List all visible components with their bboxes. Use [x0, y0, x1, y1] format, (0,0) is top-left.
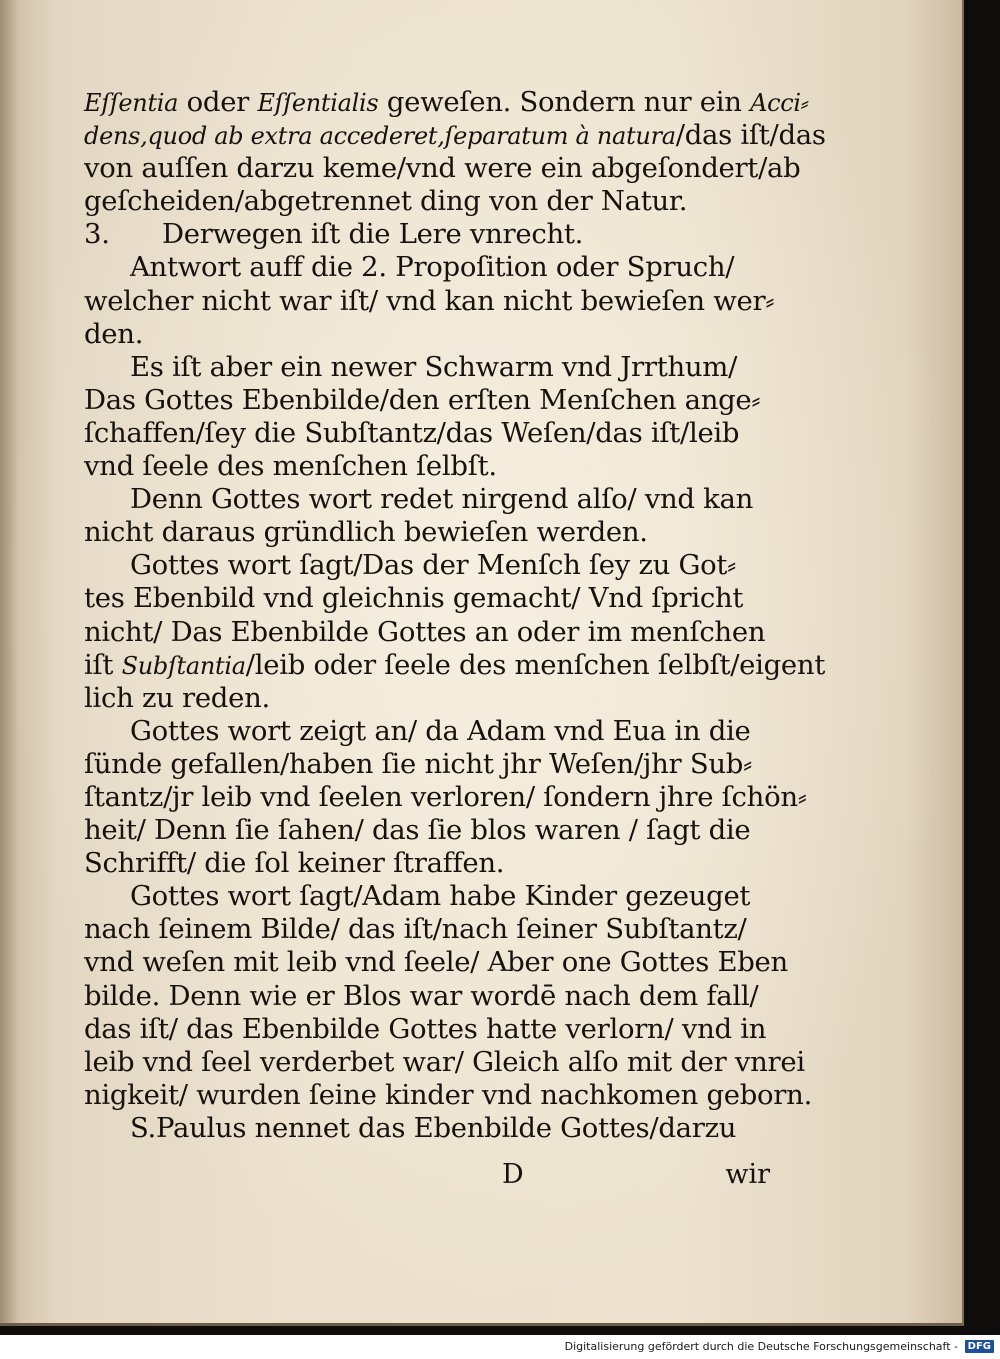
text-line: [84, 318, 774, 351]
dfg-logo[interactable]: DFG: [965, 1340, 994, 1353]
text-line: [84, 582, 774, 615]
text-line: [84, 251, 774, 284]
text-line: [84, 946, 788, 979]
text-segment: lich zu reden.: [84, 681, 270, 714]
text-line: [84, 648, 826, 682]
text-segment: /leib oder ſeele des menſchen ſelbſt/eigent: [245, 648, 826, 681]
text-segment: ſtantz/jr leib vnd ſeelen verloren/ ſondern jhre ſchön⸗: [84, 780, 807, 813]
text-line: [84, 417, 774, 450]
text-segment: bilde. Denn wie er Blos war wordē nach dem fall/: [84, 979, 759, 1012]
text-line: [84, 913, 774, 946]
text-segment: ſünde gefallen/haben ſie nicht jhr Weſen/jhr Sub⸗: [84, 747, 752, 780]
text-line: [84, 1112, 774, 1145]
text-line: [84, 880, 774, 913]
text-line: [84, 86, 809, 119]
text-line: [84, 152, 801, 185]
line-number-marker: 3.: [84, 218, 110, 251]
text-segment: Es iſt aber ein newer Schwarm vnd Jrrthum/: [130, 350, 738, 383]
text-segment: welcher nicht war iſt/ vnd kan nicht bewieſen wer⸗: [84, 284, 775, 317]
text-segment: Das Gottes Ebenbilde/den erſten Menſchen ange⸗: [84, 383, 761, 416]
text-segment: /das iſt/das: [675, 119, 826, 152]
text-line: [84, 780, 807, 814]
latin-italic-segment: Eſſentialis: [257, 89, 379, 117]
page-footer: [84, 1158, 774, 1192]
text-segment: Gottes wort ſagt/Das der Menſch ſey zu Got⸗: [130, 549, 737, 582]
text-segment: iſt: [84, 648, 122, 681]
text-line: [84, 748, 774, 781]
text-segment: Gottes wort ſagt/Adam habe Kinder gezeuget: [130, 880, 751, 913]
text-line: [84, 1013, 774, 1046]
text-segment: nach ſeinem Bilde/ das iſt/nach ſeiner Subſtantz/: [84, 913, 747, 946]
text-segment: Antwort auff die 2. Propoſition oder Spruch/: [130, 251, 735, 284]
funding-bar: [0, 1335, 1000, 1359]
text-line: [84, 450, 774, 483]
text-segment: das iſt/ das Ebenbilde Gottes hatte verlorn/ vnd in: [84, 1012, 767, 1045]
latin-italic-segment: Subſtantia: [121, 651, 246, 680]
text-segment: geweſen. Sondern nur ein: [378, 86, 751, 118]
text-line: [84, 384, 774, 417]
text-segment: leib vnd ſeel verderbet war/ Gleich alſo mit der vnrei: [84, 1045, 805, 1078]
text-line: [84, 1045, 805, 1079]
text-segment: oder: [178, 86, 258, 118]
text-line: [84, 119, 826, 152]
text-segment: vnd weſen mit leib vnd ſeele/ Aber one Gottes Eben: [84, 946, 788, 979]
text-line-content: [162, 218, 583, 250]
text-segment: von auſſen darzu keme/vnd were ein abgeſondert/ab: [84, 152, 801, 185]
catchword: wir: [725, 1159, 770, 1190]
text-segment: den.: [84, 317, 144, 350]
text-segment: vnd ſeele des menſchen ſelbſt.: [84, 450, 497, 483]
text-segment: ſchaffen/ſey die Subſtantz/das Weſen/das iſt/leib: [84, 416, 740, 449]
text-line: [84, 980, 774, 1013]
text-line: [84, 516, 774, 549]
text-segment: tes Ebenbild vnd gleichnis gemacht/ Vnd ſpricht: [84, 582, 744, 615]
text-segment: nicht/ Das Ebenbilde Gottes an oder im menſchen: [84, 615, 766, 648]
text-segment: Denn Gottes wort redet nirgend alſo/ vnd kan: [130, 483, 754, 516]
latin-italic-segment: Acci⸗: [750, 89, 809, 117]
signature-mark: D: [502, 1159, 524, 1190]
text-segment: Schrifft/ die ſol keiner ſtraffen.: [84, 847, 505, 880]
text-line: [84, 814, 774, 847]
text-line: [84, 847, 774, 880]
text-segment: Derwegen iſt die Lere vnrecht.: [162, 218, 584, 251]
text-line: [84, 483, 774, 516]
latin-italic-segment: dens,quod ab extra accederet,ſeparatum à natura: [84, 122, 676, 151]
text-line: [84, 549, 774, 582]
funding-text: Digitalisierung gefördert durch die Deutsche Forschungsgemeinschaft -: [564, 1340, 958, 1353]
text-line: [84, 715, 774, 748]
latin-italic-segment: Eſſentia: [84, 89, 179, 117]
text-segment: geſcheiden/abgetrennet ding von der Natur.: [84, 185, 688, 218]
text-line: [84, 285, 774, 318]
text-segment: Gottes wort zeigt an/ da Adam vnd Eua in die: [130, 714, 751, 747]
text-line: [84, 351, 774, 384]
text-line: [84, 682, 774, 715]
text-segment: nigkeit/ wurden ſeine kinder vnd nachkomen geborn.: [84, 1078, 813, 1111]
page-gutter-shadow: [0, 0, 18, 1323]
text-segment: S.Paulus nennet das Ebenbilde Gottes/darzu: [130, 1111, 737, 1144]
text-line: [84, 185, 774, 218]
text-line: [84, 616, 774, 649]
text-line: [84, 218, 774, 251]
page-text: [84, 86, 826, 1145]
text-segment: nicht daraus gründlich bewieſen werden.: [84, 516, 648, 549]
text-segment: heit/ Denn ſie ſahen/ das ſie blos waren / ſagt die: [84, 814, 751, 847]
text-line: [84, 1078, 813, 1112]
